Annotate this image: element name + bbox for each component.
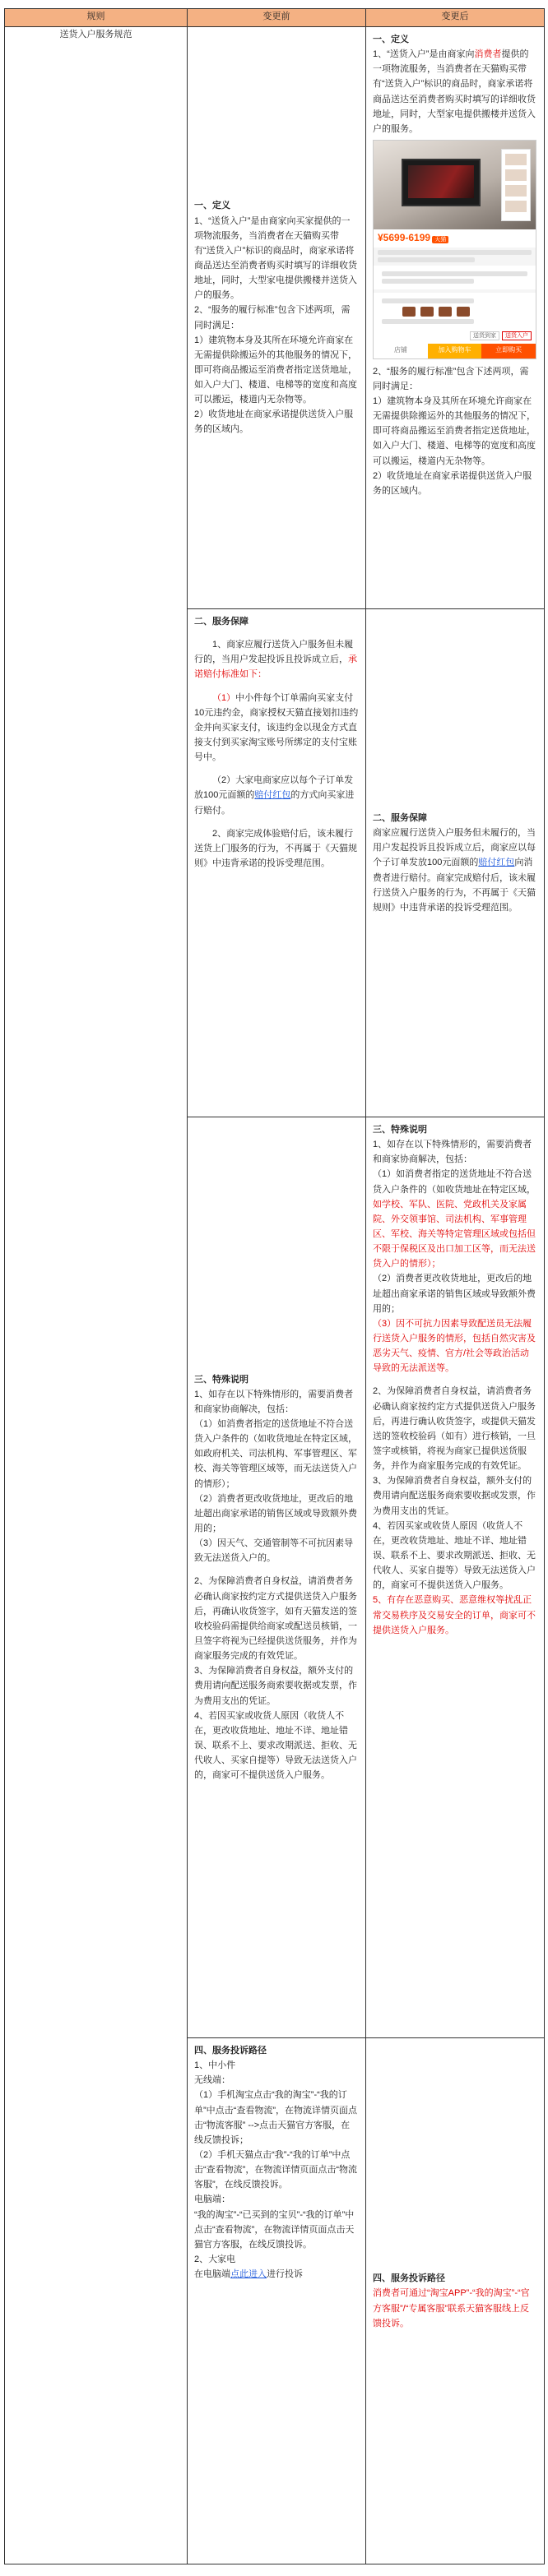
before-special-p7: 4、若因买家或收货人原因（收货人不在，更改收货地址、地址不详、地址错误、联系不上、要求改期派送、拒收、无代收人、买家自提等）导致无法送货入户的，商家可不提供送货入户服务。 bbox=[194, 1710, 357, 1781]
after-definition-title: 一、定义 bbox=[373, 35, 409, 44]
rule-name-cell bbox=[5, 27, 188, 2564]
rule-change-table bbox=[4, 8, 545, 2564]
buy-now-button: 立即购买 bbox=[481, 344, 536, 358]
delivery-inhome-option: 送货入户 bbox=[502, 331, 532, 340]
after-special-p6: 3、为保障消费者自身权益，额外支付的费用请向配送服务商索要收据或发票，作为费用支出的凭证。 bbox=[373, 1476, 536, 1516]
text-run: 进行投诉 bbox=[267, 2269, 303, 2280]
before-definition-p3: 1）建筑物本身及其所在环境允许商家在无需提供除搬运外的其他服务的情况下，即可将商品搬运至消费者指定送货地址，如入户大门、楼道、电梯等的宽度和高度可以搬运，楼道内无杂物等。 bbox=[194, 335, 357, 405]
before-complaint-p1: （1）手机淘宝点击“我的淘宝”-“我的订单”中点击“查看物流”，在物流详情页面点击“物流客服” -->点击天猫官方客服，在线反馈投诉； bbox=[194, 2090, 357, 2145]
changed-text: 消费者 bbox=[474, 49, 502, 60]
text-run: 向消费者进行赔付。商家完成赔付后，该未履行送货入户服务的行为，不再属于《天猫规则》中违背承诺的投诉受理范围。 bbox=[373, 858, 536, 913]
after-special-p1: 1、如存在以下特殊情形的，需要消费者和商家协商解决，包括： bbox=[373, 1140, 532, 1165]
product-page-screenshot bbox=[373, 140, 536, 359]
product-photo bbox=[374, 141, 536, 229]
text-run: 1、商家应履行送货入户服务但未履行的，当用户发起投诉且投诉成立后， bbox=[194, 640, 354, 665]
text-run: 提供的一项物流服务，当消费者在天猫购买带有“送货入户”标识的商品时，商家承诺将商品送达至消费者购买时填写的详细收货地址，同时，大型家电提供搬楼并送货入户的服务。 bbox=[373, 49, 536, 134]
before-complaint-p3: “我的淘宝”-“已买到的宝贝”-“我的订单”中点击“查看物流”，在物流详情页面点击天猫官方客服，在线反馈投诉。 bbox=[194, 2209, 355, 2250]
rule-name: 送货入户服务规范 bbox=[59, 30, 132, 39]
complaint-entry-link[interactable]: 点此进入 bbox=[230, 2269, 267, 2280]
after-definition-p2: 2、“服务的履行标准”包含下述两项，需同时满足： bbox=[373, 366, 529, 391]
text-run: （2）大家电商家应以每个子订单发放100元面额的 bbox=[194, 775, 354, 801]
before-guarantee-p4: 2、商家完成体验赔付后，该未履行送货上门服务的行为，不再属于《天猫规则》中违背承诺的投诉受理范围。 bbox=[194, 828, 357, 868]
before-guarantee-cell bbox=[188, 609, 366, 1117]
after-special-p4: （3）因不可抗力因素导致配送员无法履行送货入户服务的情形，包括自然灾害及恶劣天气、疫情、官方/社会等政治活动导致的无法派送等。 bbox=[373, 1318, 536, 1374]
text-run: （1）如消费者指定的送货地址不符合送货入户条件的（如收货地址在特定区域， bbox=[373, 1169, 536, 1195]
before-definition-title: 一、定义 bbox=[194, 201, 230, 211]
after-definition-p1 bbox=[373, 47, 537, 136]
header-rule: 规则 bbox=[5, 9, 188, 27]
after-special-title: 三、特殊说明 bbox=[373, 1125, 427, 1135]
before-definition-cell bbox=[188, 27, 366, 609]
changed-text: 如学校、军队、医院、党政机关及家属院、外交领事馆、司法机构、军事管理区、军校、海关等特定管理区域或包括但不限于保税区及出口加工区等，而无法送货入户的情形）； bbox=[373, 1199, 536, 1270]
before-guarantee-p3 bbox=[194, 773, 359, 817]
after-definition-p3: 1）建筑物本身及其所在环境允许商家在无需提供除搬运外的其他服务的情况下，即可将商品搬运至消费者指定送货地址，如入户大门、楼道、电梯等的宽度和高度可以搬运，楼道内无杂物等。 bbox=[373, 395, 536, 466]
before-special-title: 三、特殊说明 bbox=[194, 1374, 248, 1385]
before-complaint-pc: 电脑端： bbox=[194, 2194, 230, 2205]
text-run: 商家应履行送货入户服务但未履行的，当用户发起投诉且投诉成立后，商家应以每个子订单发放100元面额的 bbox=[373, 828, 536, 868]
before-special-p3: （2）消费者更改收货地址，更改后的地址超出商家承诺的销售区域或导致额外费用的； bbox=[194, 1493, 357, 1533]
after-guarantee-cell bbox=[366, 609, 545, 1117]
before-special-p6: 3、为保障消费者自身权益，额外支付的费用请向配送服务商索要收据或发票，作为费用支出的凭证。 bbox=[194, 1666, 357, 1706]
delivery-home-option: 送货到家 bbox=[470, 331, 499, 340]
before-definition-p4: 2）收货地址在商家承诺提供送货入户服务的区域内。 bbox=[194, 409, 354, 435]
text-run: 在电脑端 bbox=[194, 2269, 230, 2280]
header-after: 变更后 bbox=[366, 9, 545, 27]
product-variant-icons bbox=[402, 307, 532, 317]
after-special-p2 bbox=[373, 1167, 537, 1271]
after-complaint-cell bbox=[366, 2038, 545, 2564]
compensation-redpacket-link[interactable]: 赔付红包 bbox=[478, 858, 515, 868]
text-run: 中小件每个订单需向买家支付10元违约金，商家授权天猫直接划扣违约金并向买家支付，该违约金以现金方式直接支付到买家淘宝账号所绑定的支付宝账号中。 bbox=[194, 692, 359, 763]
product-price: ¥5699-6199 bbox=[378, 231, 431, 243]
text-run: 1、“送货入户”是由商家向 bbox=[373, 49, 475, 60]
tmall-tag: 天猫 bbox=[432, 236, 448, 243]
store-button: 店铺 bbox=[374, 344, 428, 358]
before-guarantee-p1 bbox=[194, 637, 359, 682]
before-complaint-s1: 1、中小件 bbox=[194, 2060, 236, 2071]
after-special-p3: （2）消费者更改收货地址，更改后的地址超出商家承诺的销售区域或导致额外费用的； bbox=[373, 1274, 536, 1314]
add-to-cart-button: 加入购物车 bbox=[428, 344, 482, 358]
before-special-p2: （1）如消费者指定的送货地址不符合送货入户条件的（如收货地址在特定区域，如政府机关、司法机构、军事管理区、军校、海关等管理区域等，而无法送货入户的情形）； bbox=[194, 1419, 357, 1489]
before-guarantee-title: 二、服务保障 bbox=[194, 617, 248, 627]
before-definition-p2: 2、“服务的履行标准”包含下述两项，需同时满足： bbox=[194, 305, 351, 331]
before-definition-p1: 1、“送货入户”是由商家向买家提供的一项物流服务，当消费者在天猫购买带有“送货入户”标识的商品时，商家承诺将商品送达至消费者购买时填写的详细收货地址，同时，大型家电提供搬楼并送货入户的服务。 bbox=[194, 215, 357, 301]
changed-text: （1） bbox=[212, 692, 236, 703]
before-guarantee-p2 bbox=[194, 691, 359, 765]
after-special-cell bbox=[366, 1117, 545, 2038]
table-header-row bbox=[5, 9, 545, 27]
after-special-p5: 2、为保障消费者自身权益，请消费者务必确认商家按约定方式提供送货入户服务后，再进行确认收货签字，或提供天猫发送的签收校验码（如有）进行核销，一旦签字或核销，将视为商家已提供送货服务，并作为商家服务完成的有效凭证。 bbox=[373, 1386, 536, 1472]
after-special-p7: 4、若因买家或收货人原因（收货人不在，更改收货地址、地址不详、地址错误、联系不上、要求改期派送、拒收、无代收人、买家自提等）导致无法送货入户的，商家可不提供送货入户服务。 bbox=[373, 1520, 536, 1591]
after-definition-p4: 2）收货地址在商家承诺提供送货入户服务的区域内。 bbox=[373, 470, 532, 496]
before-complaint-s1-sub: 无线端： bbox=[194, 2075, 230, 2086]
after-definition-cell bbox=[366, 27, 545, 609]
before-special-p5: 2、为保障消费者自身权益，请消费者务必确认商家按约定方式提供送货入户服务后，再确认收货签字，如有天猫发送的签收校验码需提供给商家或配送员核销，一旦签字将视为已经提供送货服务，并作为商家服务完成的有效凭证。 bbox=[194, 1576, 357, 1662]
after-guarantee-p1 bbox=[373, 826, 537, 915]
after-complaint-title: 四、服务投诉路径 bbox=[373, 2273, 445, 2284]
header-before: 变更前 bbox=[188, 9, 366, 27]
before-complaint-title: 四、服务投诉路径 bbox=[194, 2046, 267, 2056]
before-special-p4: （3）因天气、交通管制等不可抗因素导致无法送货入户的。 bbox=[194, 1538, 354, 1564]
before-complaint-p4 bbox=[194, 2267, 359, 2282]
compensation-redpacket-link[interactable]: 赔付红包 bbox=[254, 790, 291, 801]
before-complaint-s2: 2、大家电 bbox=[194, 2254, 236, 2264]
after-guarantee-title: 二、服务保障 bbox=[373, 813, 427, 823]
table-row-definition bbox=[5, 27, 545, 609]
after-special-p8: 5、有存在恶意购买、恶意维权等扰乱正常交易秩序及交易安全的订单，商家可不提供送货入户服务。 bbox=[373, 1595, 536, 1635]
before-special-cell bbox=[188, 1117, 366, 2038]
text-run: 的方式向买家进行赔付。 bbox=[194, 790, 355, 816]
before-complaint-p2: （2）手机天猫点击“我”-“我的订单”中点击“查看物流”，在物流详情页面点击“物流客服”，在线反馈投诉。 bbox=[194, 2149, 357, 2190]
before-complaint-cell bbox=[188, 2038, 366, 2564]
after-complaint-p1: 消费者可通过“淘宝APP”-“我的淘宝”-“官方客服”/“专属客服”联系天猫客服线上反馈投诉。 bbox=[373, 2288, 530, 2329]
changed-text: 承诺赔付标准如下： bbox=[194, 654, 357, 680]
before-special-p1: 1、如存在以下特殊情形的，需要消费者和商家协商解决，包括： bbox=[194, 1389, 354, 1414]
